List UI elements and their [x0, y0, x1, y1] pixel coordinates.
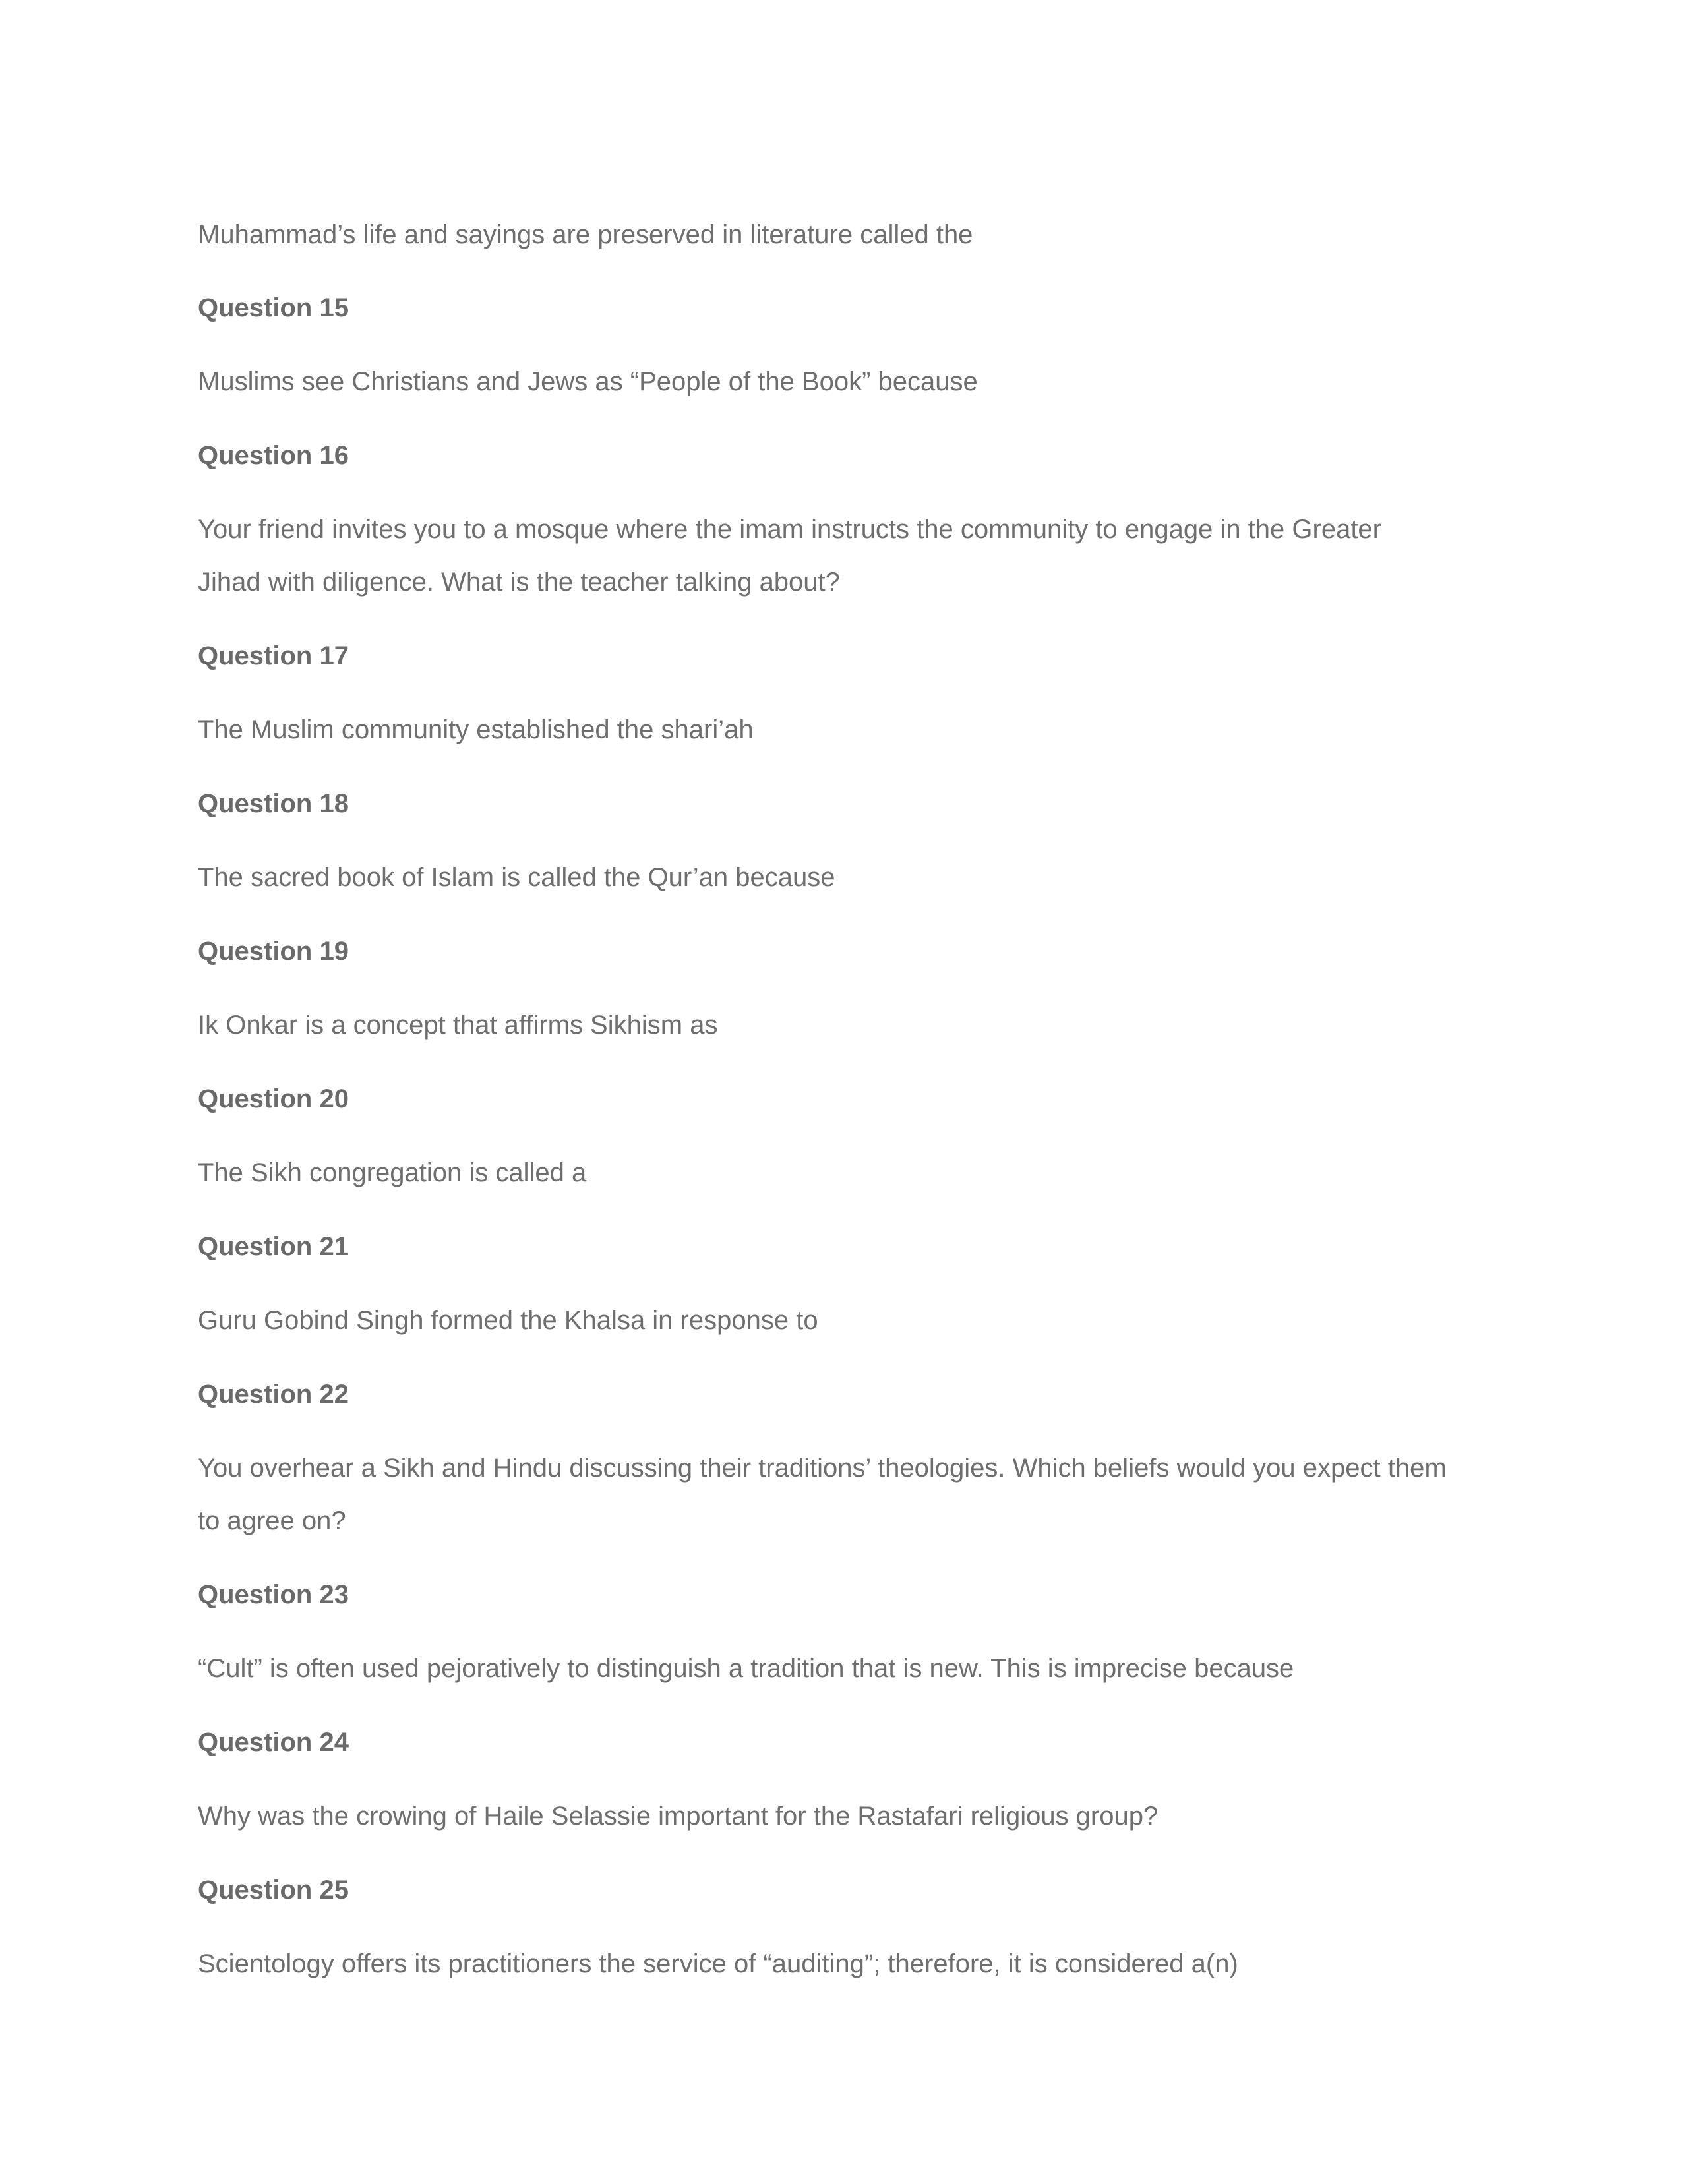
question-15-heading: Question 15 [198, 293, 349, 322]
question-25-heading: Question 25 [198, 1875, 349, 1904]
intro-text: Muhammad’s life and sayings are preserved in literature called the [198, 220, 973, 249]
question-22-heading: Question 22 [198, 1380, 349, 1409]
question-19-heading: Question 19 [198, 937, 349, 966]
question-16-text: Your friend invites you to a mosque where the imam instructs the community to engage in the Greater Jihad with diligence. What is the teacher talking about? [198, 515, 1381, 597]
question-24-heading: Question 24 [198, 1728, 349, 1757]
question-23-heading: Question 23 [198, 1580, 349, 1609]
question-22-text: You overhear a Sikh and Hindu discussing their traditions’ theologies. Which beliefs would you expect them to agree on? [198, 1454, 1447, 1535]
question-15-text: Muslims see Christians and Jews as “People of the Book” because [198, 367, 978, 396]
question-21-heading: Question 21 [198, 1232, 349, 1261]
question-17-text: The Muslim community established the shari’ah [198, 715, 754, 744]
question-19-text: Ik Onkar is a concept that affirms Sikhism as [198, 1011, 718, 1040]
question-17-heading: Question 17 [198, 641, 349, 670]
question-24-text: Why was the crowing of Haile Selassie important for the Rastafari religious group? [198, 1802, 1159, 1831]
question-23-text: “Cult” is often used pejoratively to distinguish a tradition that is new. This is imprecise because [198, 1654, 1294, 1683]
question-18-text: The sacred book of Islam is called the Qur’an because [198, 863, 835, 892]
question-18-heading: Question 18 [198, 789, 349, 818]
question-20-heading: Question 20 [198, 1084, 349, 1113]
question-21-text: Guru Gobind Singh formed the Khalsa in response to [198, 1306, 818, 1335]
question-16-heading: Question 16 [198, 441, 349, 470]
question-20-text: The Sikh congregation is called a [198, 1158, 587, 1187]
question-25-text: Scientology offers its practitioners the service of “auditing”; therefore, it is considered a(n) [198, 1949, 1238, 1978]
